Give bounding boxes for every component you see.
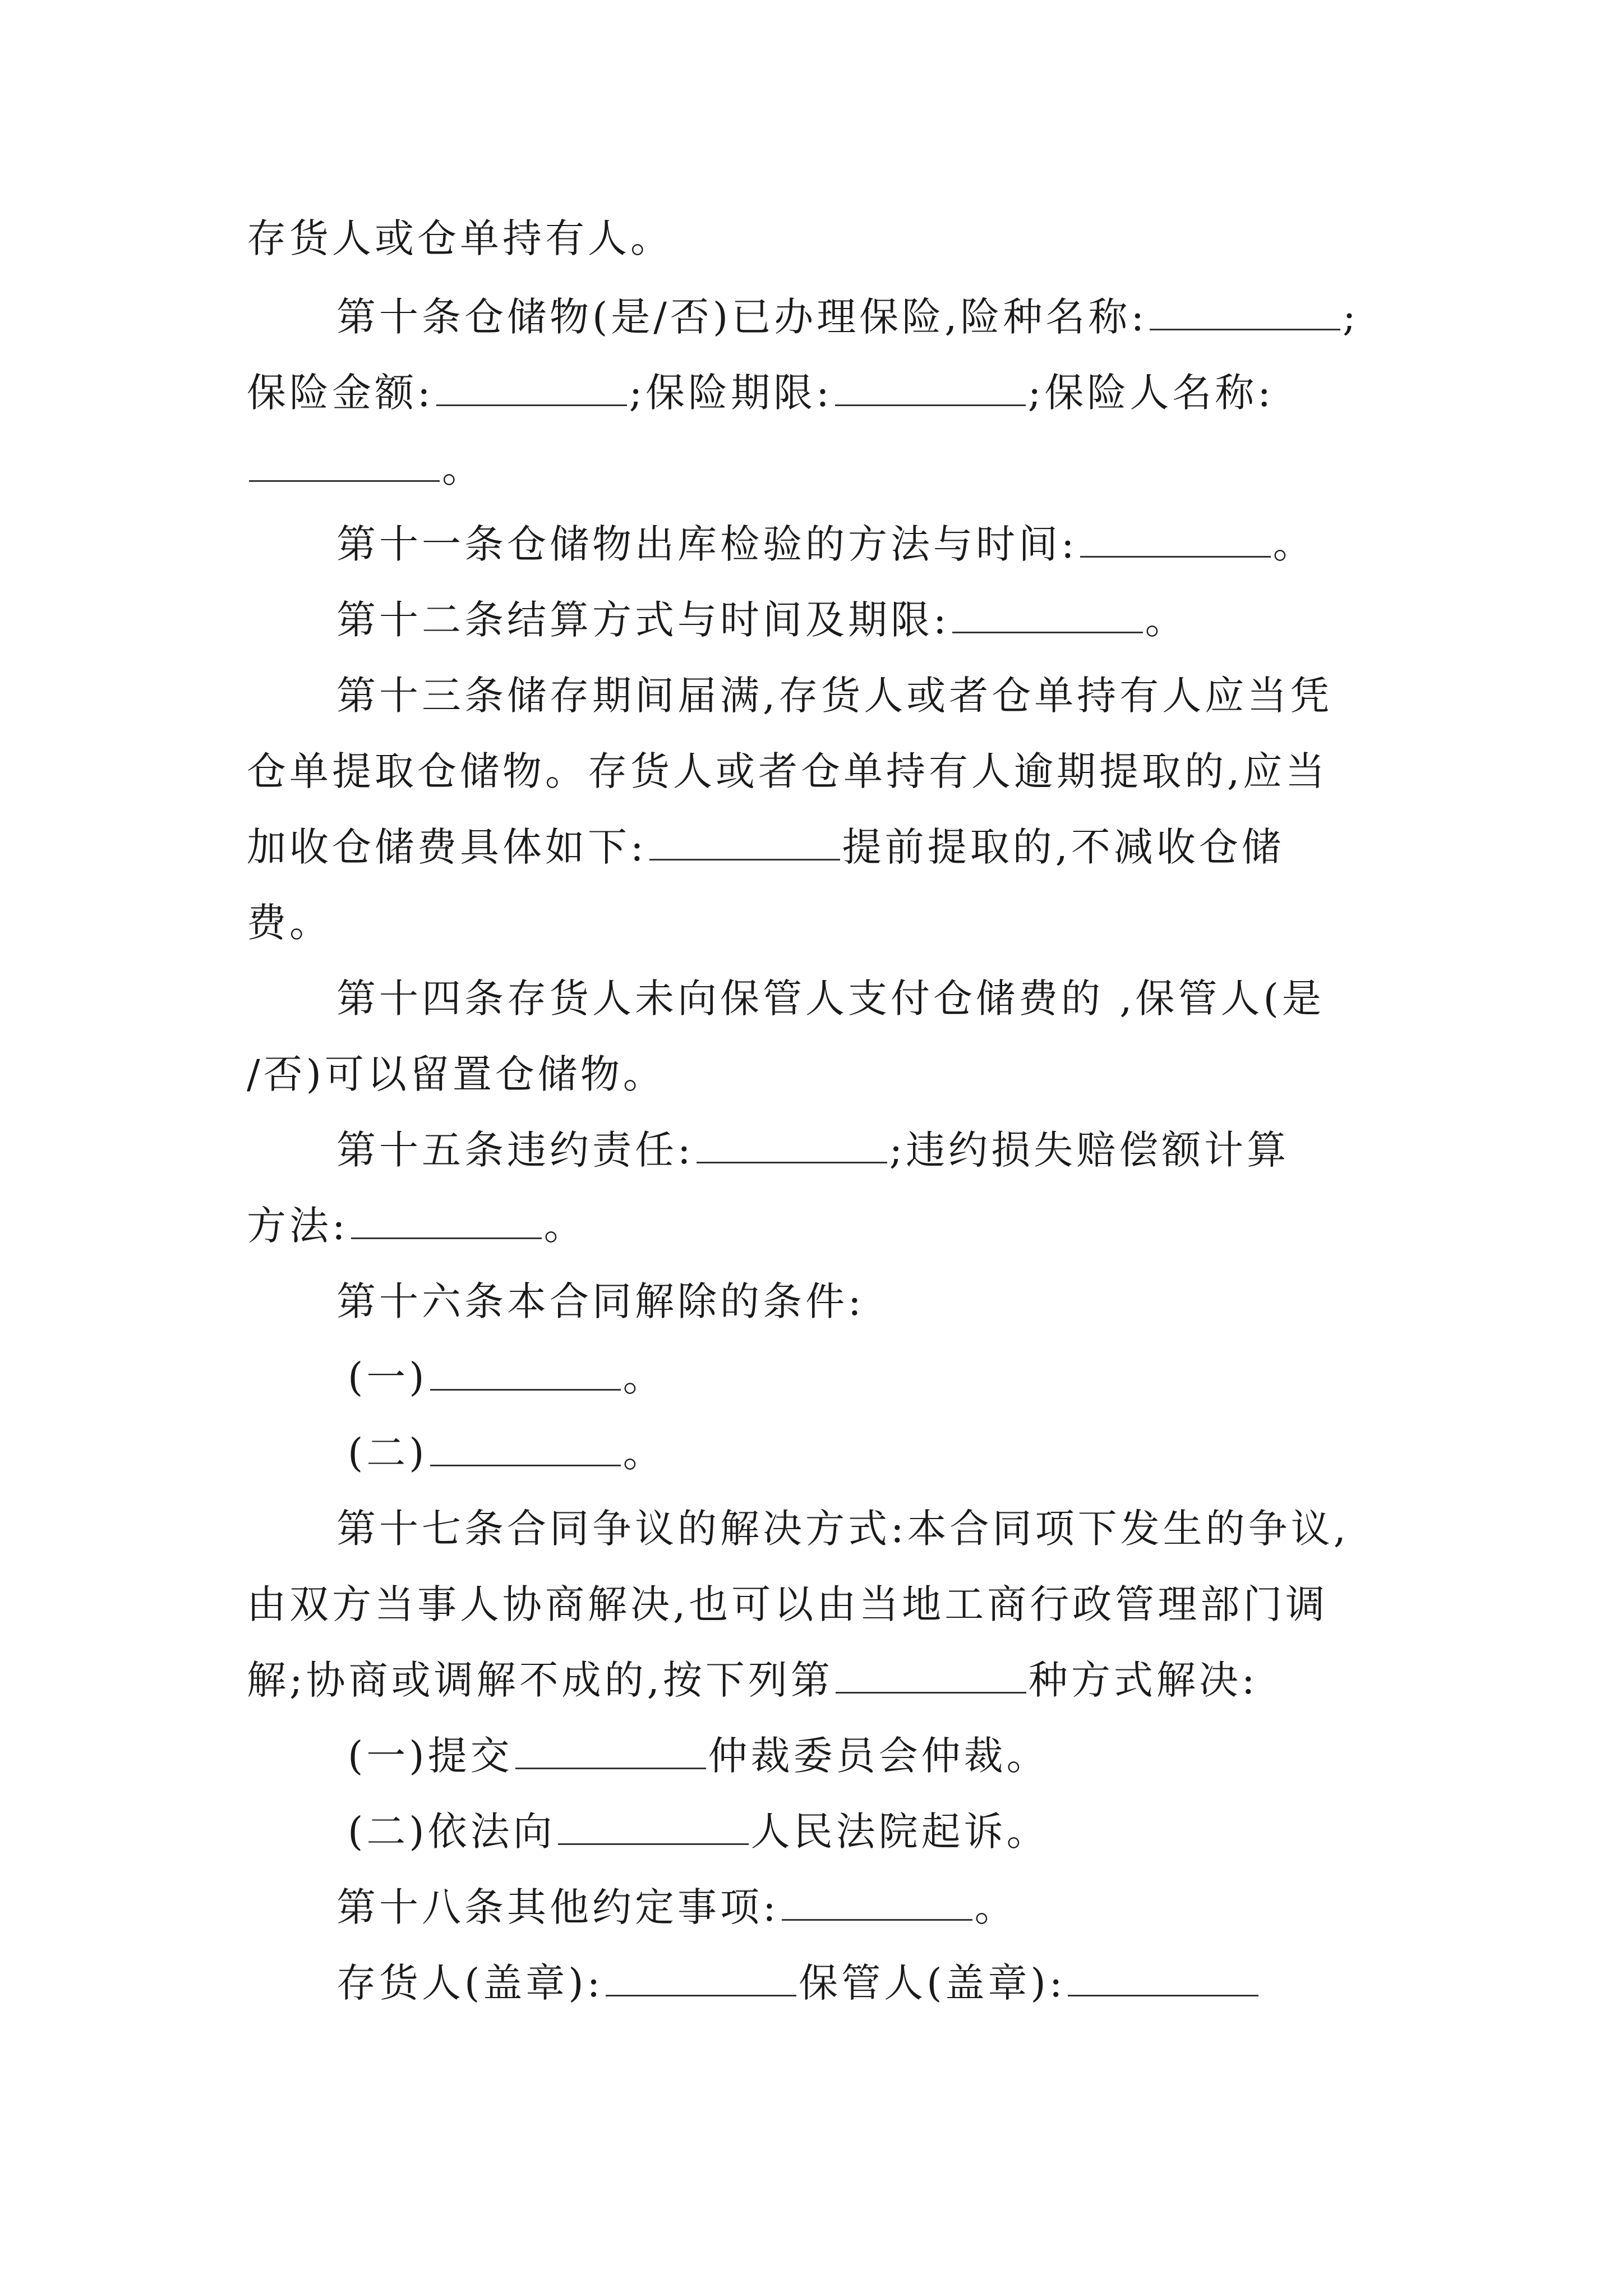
text-line — [247, 367, 1274, 418]
blank-insurance-amount[interactable] — [436, 371, 627, 406]
text: 。 — [1145, 597, 1188, 643]
text: 第十五条违约责任: — [336, 1127, 694, 1173]
clause-16-item-2 — [348, 1428, 666, 1478]
text: 加收仓储费具体如下: — [247, 824, 647, 870]
text: (二)依法向 — [348, 1809, 556, 1855]
blank-depositor-seal[interactable] — [606, 1961, 796, 1996]
text: 存货人(盖章): — [336, 1960, 604, 2006]
blank-inspection-method[interactable] — [1080, 522, 1271, 558]
text: 第十一条仓储物出库检验的方法与时间: — [336, 521, 1078, 567]
text: 解;协商或调解不成的,按下列第 — [247, 1657, 833, 1703]
text: ;保险人名称: — [1027, 370, 1274, 416]
text: 第十二条结算方式与时间及期限: — [336, 597, 950, 643]
text-line — [247, 822, 1284, 872]
text: ;违约损失赔偿额计算 — [889, 1127, 1290, 1173]
blank-settlement-method[interactable] — [952, 598, 1143, 633]
blank-surcharge[interactable] — [649, 825, 840, 861]
blank-arbitration-committee[interactable] — [515, 1734, 706, 1769]
text-line — [247, 1655, 1258, 1705]
clause-12 — [336, 595, 1188, 645]
text: /否)可以留置仓储物。 — [247, 1051, 666, 1097]
text: 。 — [442, 445, 485, 491]
text: 第十七条合同争议的解决方式:本合同项下发生的争议, — [336, 1506, 1349, 1552]
text-line — [247, 898, 332, 948]
text: 种方式解决: — [1028, 1657, 1258, 1703]
text: 。 — [623, 1430, 666, 1476]
blank-insurance-type[interactable] — [1150, 295, 1340, 330]
text-line — [247, 746, 1328, 797]
text: (一) — [348, 1354, 428, 1400]
text: 第十四条存货人未向保管人支付仓储费的 ,保管人(是 — [336, 976, 1325, 1022]
blank-insurer-name[interactable] — [249, 447, 440, 482]
clause-11 — [336, 519, 1316, 569]
blank-dispute-option[interactable] — [836, 1658, 1026, 1694]
clause-16-item-1 — [348, 1352, 666, 1402]
text: 。 — [1272, 521, 1316, 567]
text-line — [247, 443, 485, 494]
text: 。 — [974, 1884, 1017, 1930]
text: 人民法院起诉。 — [750, 1809, 1049, 1855]
clause-18 — [336, 1882, 1017, 1932]
blank-compensation-method[interactable] — [351, 1204, 542, 1239]
text: 仲裁委员会仲裁。 — [708, 1733, 1049, 1779]
text: 第十六条本合同解除的条件: — [336, 1278, 865, 1324]
clause-10 — [336, 292, 1359, 342]
text-line — [247, 1579, 1328, 1630]
clause-17-item-1 — [348, 1731, 1049, 1781]
blank-termination-2[interactable] — [430, 1431, 621, 1466]
text: 。 — [543, 1203, 587, 1249]
text: 提前提取的,不减收仓储 — [842, 824, 1284, 870]
blank-termination-1[interactable] — [430, 1355, 621, 1391]
blank-insurance-period[interactable] — [835, 371, 1026, 406]
text-line — [247, 1049, 666, 1099]
clause-13 — [336, 670, 1332, 721]
text: (一)提交 — [348, 1733, 513, 1779]
text: 第十八条其他约定事项: — [336, 1884, 780, 1930]
text: 仓单提取仓储物。存货人或者仓单持有人逾期提取的,应当 — [247, 748, 1329, 794]
text: 费。 — [247, 900, 332, 946]
text: 存货人或仓单持有人。 — [247, 215, 673, 261]
text: 保管人(盖章): — [799, 1960, 1066, 2006]
text: (二) — [348, 1430, 428, 1476]
blank-liability[interactable] — [697, 1128, 887, 1163]
text: 第十三条储存期间届满,存货人或者仓单持有人应当凭 — [336, 673, 1333, 719]
text: 保险金额: — [247, 370, 434, 416]
text: 。 — [623, 1354, 666, 1400]
text-line — [247, 213, 673, 264]
signature-line — [336, 1958, 1261, 2008]
text: 第十条仓储物(是/否)已办理保险,险种名称: — [336, 294, 1148, 340]
blank-custodian-seal[interactable] — [1068, 1961, 1258, 1996]
text-line — [247, 1200, 587, 1251]
clause-16 — [336, 1276, 865, 1327]
clause-17-item-2 — [348, 1806, 1049, 1857]
text: ;保险期限: — [629, 370, 833, 416]
blank-court[interactable] — [558, 1810, 749, 1845]
text: 由双方当事人协商解决,也可以由当地工商行政管理部门调 — [247, 1581, 1329, 1627]
clause-15 — [336, 1125, 1289, 1175]
clause-17 — [336, 1503, 1349, 1554]
text: ; — [1343, 294, 1359, 340]
text: 方法: — [247, 1203, 349, 1249]
blank-other-matters[interactable] — [782, 1885, 972, 1921]
clause-14 — [336, 973, 1325, 1024]
